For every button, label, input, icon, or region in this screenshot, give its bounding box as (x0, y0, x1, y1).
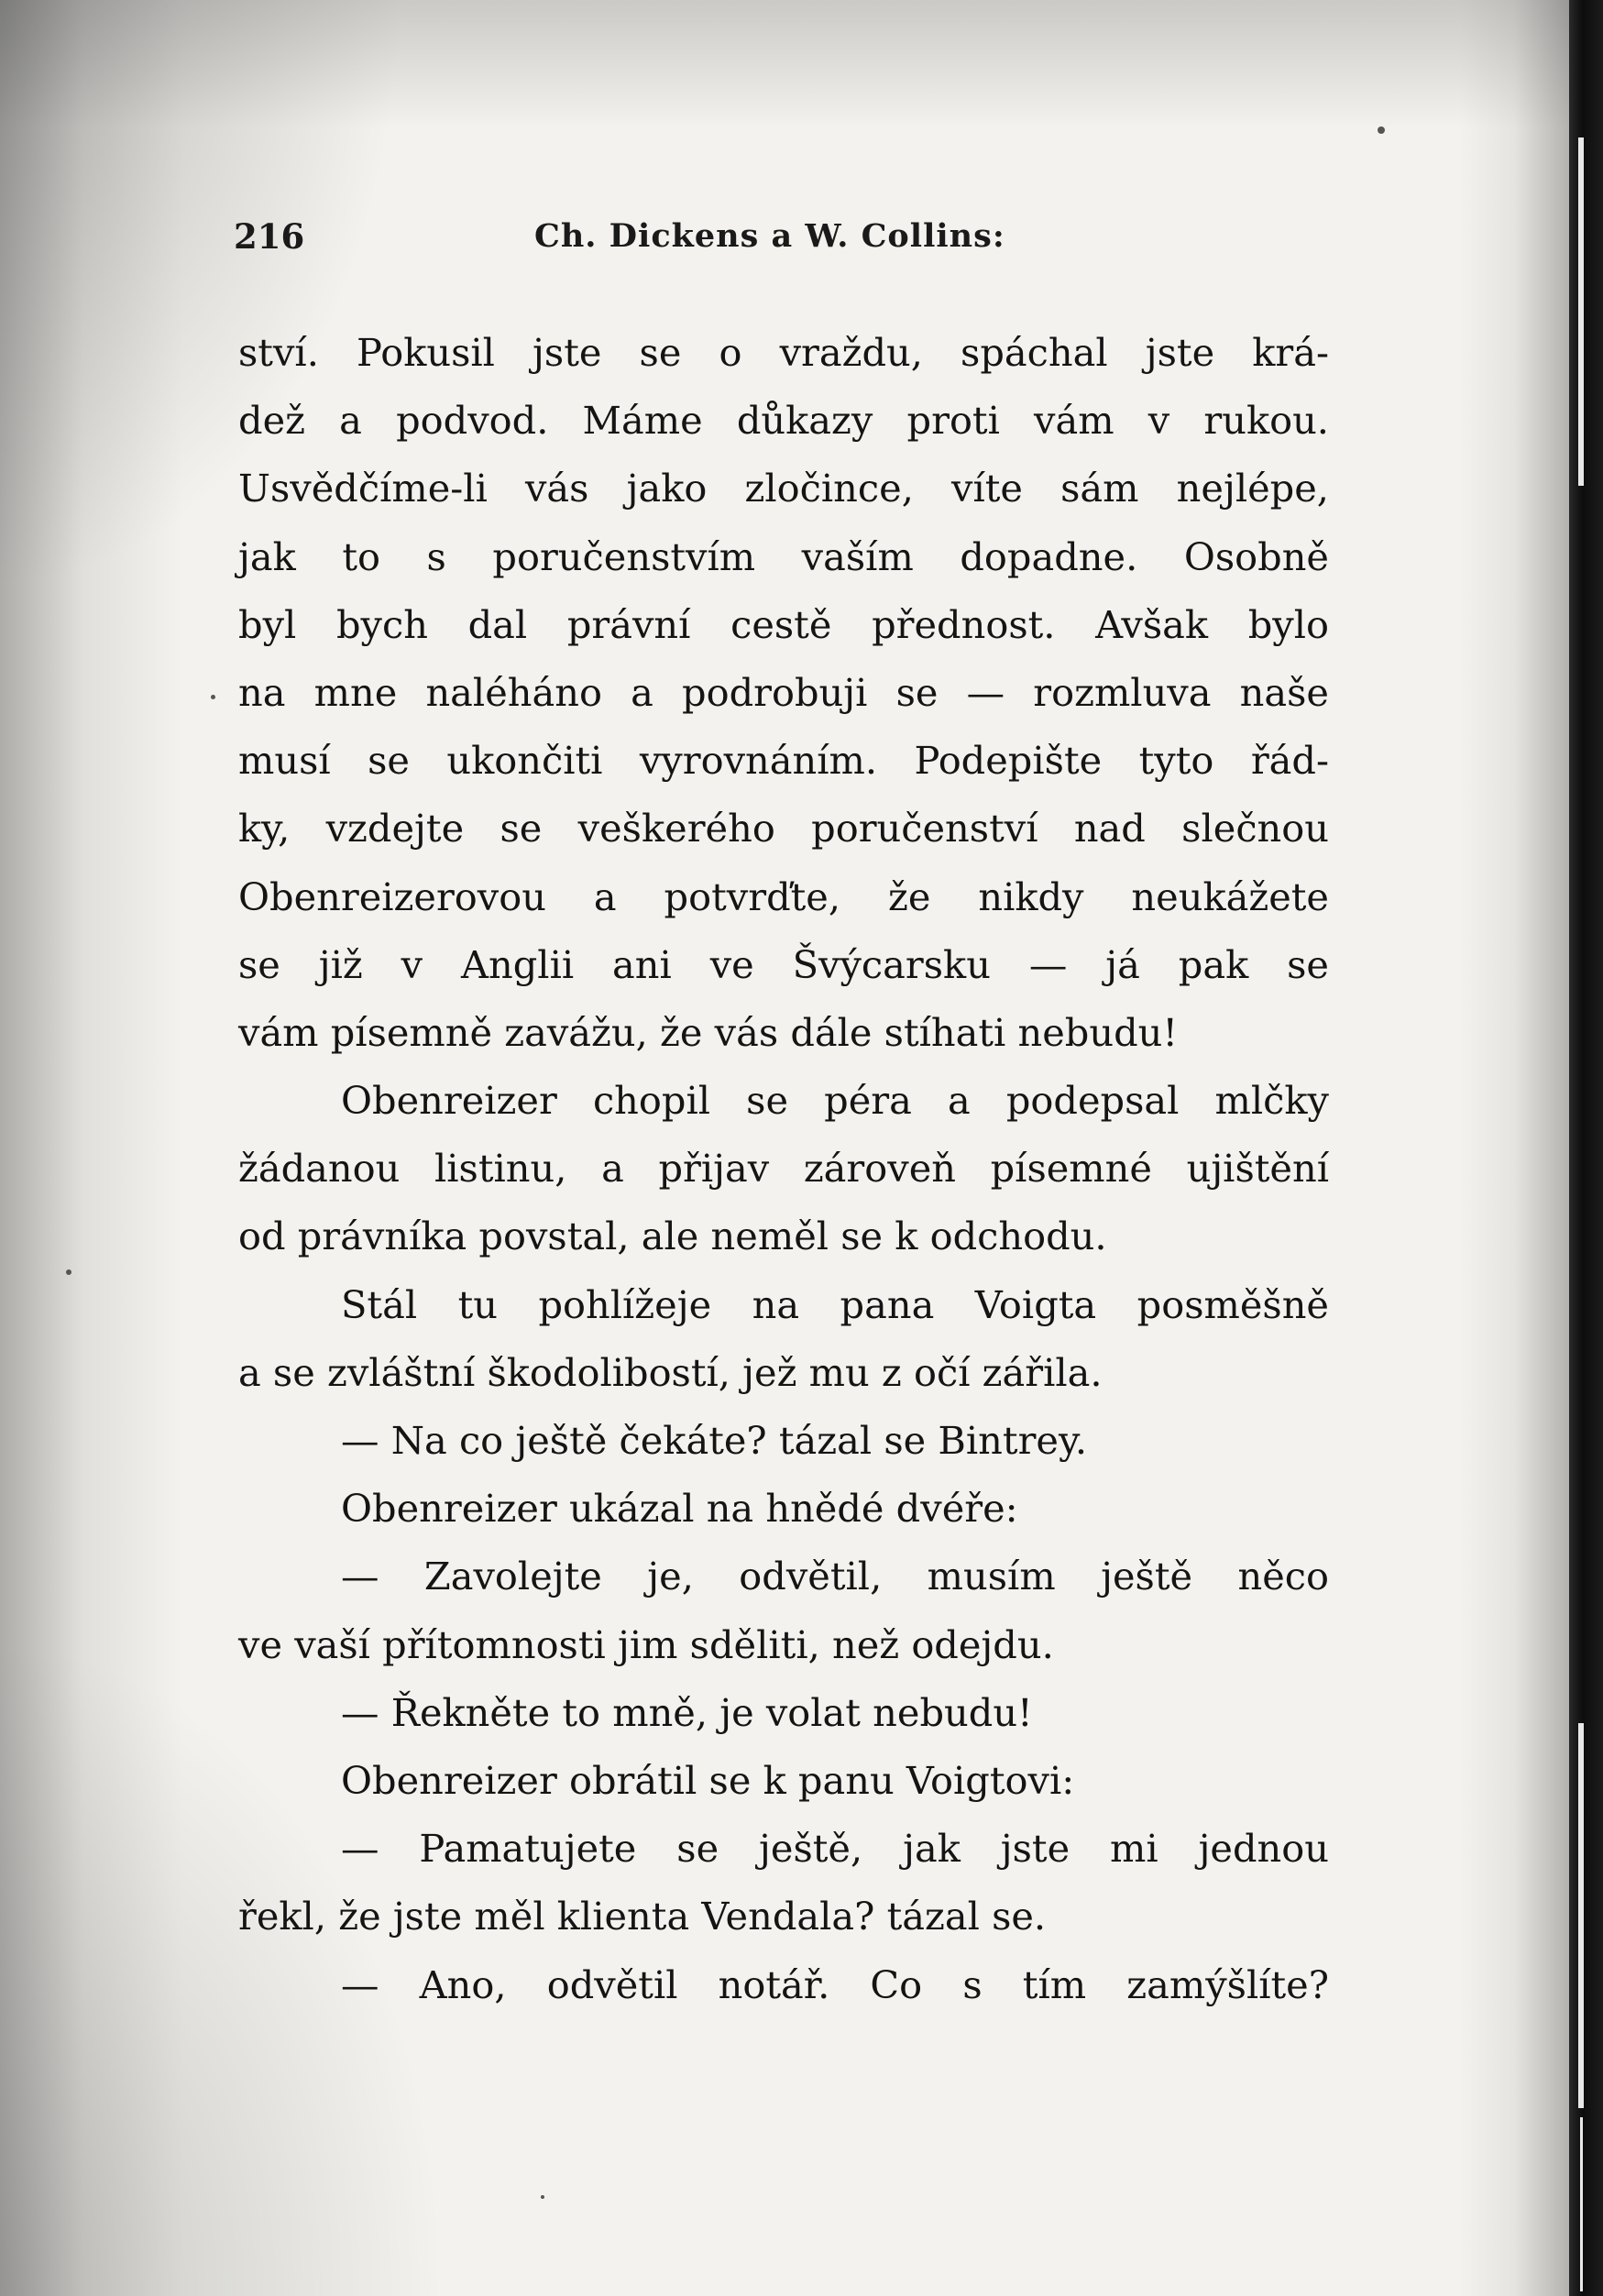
text-line: žádanou listinu, a přijav zároveň písemné ujištění (238, 1146, 1329, 1192)
text-line: Obenreizerovou a potvrďte, že nikdy neukážete (238, 873, 1329, 919)
text-line: musí se ukončiti vyrovnáním. Podepište tyto řád- (238, 738, 1329, 784)
text-line: — Pamatujete se ještě, jak jste mi jednou (341, 1826, 1329, 1872)
text-line: byl bych dal právní cestě přednost. Avšak bylo (238, 601, 1329, 647)
text-line: Stál tu pohlížeje na pana Voigta posměšně (341, 1281, 1329, 1327)
body-text (238, 319, 1329, 2019)
paper-speck (1378, 126, 1385, 134)
page-header (0, 209, 1569, 264)
page-number: 216 (234, 216, 305, 257)
binding-highlight (1578, 137, 1584, 486)
text-line: vám písemně zavážu, že vás dále stíhati nebudu! (238, 1009, 1179, 1055)
paper-speck (541, 2195, 544, 2199)
book-binding-edge (1569, 0, 1603, 2296)
text-line: ství. Pokusil jste se o vraždu, spáchal jste krá- (238, 330, 1329, 375)
text-line: dež a podvod. Máme důkazy proti vám v rukou. (238, 398, 1329, 444)
text-line: Obenreizer obrátil se k panu Voigtovi: (341, 1757, 1075, 1803)
text-line: a se zvláštní škodolibostí, jež mu z očí zářila. (238, 1349, 1103, 1395)
text-line: řekl, že jste měl klienta Vendala? tázal se. (238, 1894, 1047, 1939)
paper-speck (66, 1269, 71, 1275)
paper-speck (211, 695, 215, 699)
running-title: Ch. Dickens a W. Collins: (534, 217, 1005, 255)
text-line: — Zavolejte je, odvětil, musím ještě něco (341, 1554, 1329, 1599)
text-line: se již v Anglii ani ve Švýcarsku — já pak se (238, 941, 1329, 987)
text-line: — Řekněte to mně, je volat nebudu! (341, 1689, 1033, 1735)
text-line: ve vaší přítomnosti jim sděliti, než odejdu. (238, 1621, 1054, 1667)
text-line: — Na co ještě čekáte? tázal se Bintrey. (341, 1418, 1088, 1463)
text-line: Usvědčíme-li vás jako zločince, víte sám nejlépe, (238, 466, 1329, 511)
binding-highlight (1578, 1723, 1584, 2108)
binding-highlight (1580, 2117, 1583, 2291)
text-line: Obenreizer chopil se péra a podepsal mlčky (341, 1078, 1329, 1124)
text-line: na mne naléháno a podrobuji se — rozmluva naše (238, 669, 1329, 715)
text-line: jak to s poručenstvím vaším dopadne. Osobně (238, 533, 1329, 579)
text-line: ky, vzdejte se veškerého poručenství nad slečnou (238, 806, 1329, 851)
text-line: — Ano, odvětil notář. Co s tím zamýšlíte? (341, 1961, 1329, 2007)
text-line: od právníka povstal, ale neměl se k odchodu. (238, 1214, 1107, 1259)
text-line: Obenreizer ukázal na hnědé dvéře: (341, 1486, 1018, 1532)
